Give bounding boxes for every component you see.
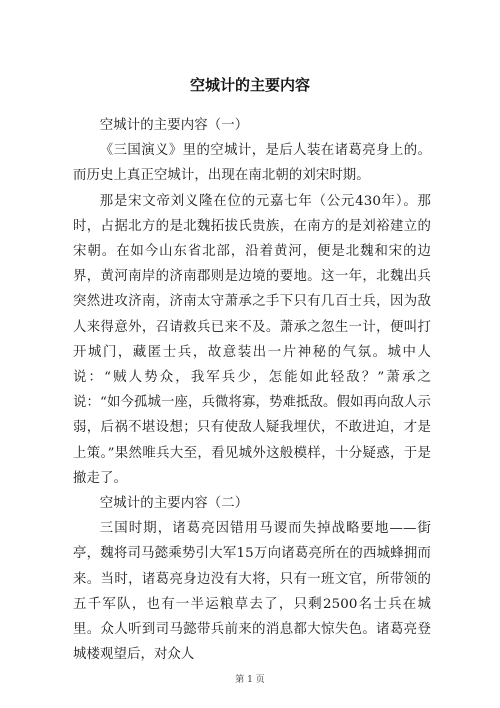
paragraph-three-kingdoms: 三国时期，诸葛亮因错用马谡而失掉战略要地——街亭，魏将司马懿乘势引大军15万向诸葛亮所在的西城蜂拥而来。当时，诸葛亮身边没有大将，只有一班文官，所带领的五千军队，也有一半运粮草去了，只剩2500名士兵在城里。众人听到司马懿带兵前来的消息都大惊失色。诸葛亮登城楼观望后，对众人 [73, 521, 431, 663]
section-heading-2: 空城计的主要内容（二） [99, 496, 249, 512]
page-number: 第 1 页 [235, 675, 265, 685]
paragraph-intro: 《三国演义》里的空城计，是后人装在诸葛亮身上的。而历史上真正空城计，出现在南北朝的刘宋时期。 [73, 143, 431, 184]
document-body [73, 113, 431, 667]
paragraph-history: 那是宋文帝刘义隆在位的元嘉七年（公元430年）。那时，占据北方的是北魏拓拔氏贵族，在南方的是刘裕建立的宋朝。在如今山东省北部，沿着黄河，便是北魏和宋的边界，黄河南岸的济南郡则是边境的要地。这一年，北魏出兵突然进攻济南，济南太守萧承之手下只有几百士兵，因为敌人来得意外，召请救兵已来不及。萧承之忽生一计，便叫打开城门，藏匿士兵，故意装出一片神秘的气氛。城中人说：“贼人势众，我军兵少，怎能如此轻敌？”萧承之说：“如今孤城一座，兵微将寡，势难抵敌。假如再向敌人示弱，后祸不堪设想；只有使敌人疑我埋伏，不敢进迫，才是上策。”果然唯兵大至，看见城外这般模样，十分疑惑，于是撤走了。 [73, 193, 431, 486]
document-title: 空城计的主要内容 [189, 76, 310, 94]
section-heading-1: 空城计的主要内容（一） [99, 118, 249, 133]
